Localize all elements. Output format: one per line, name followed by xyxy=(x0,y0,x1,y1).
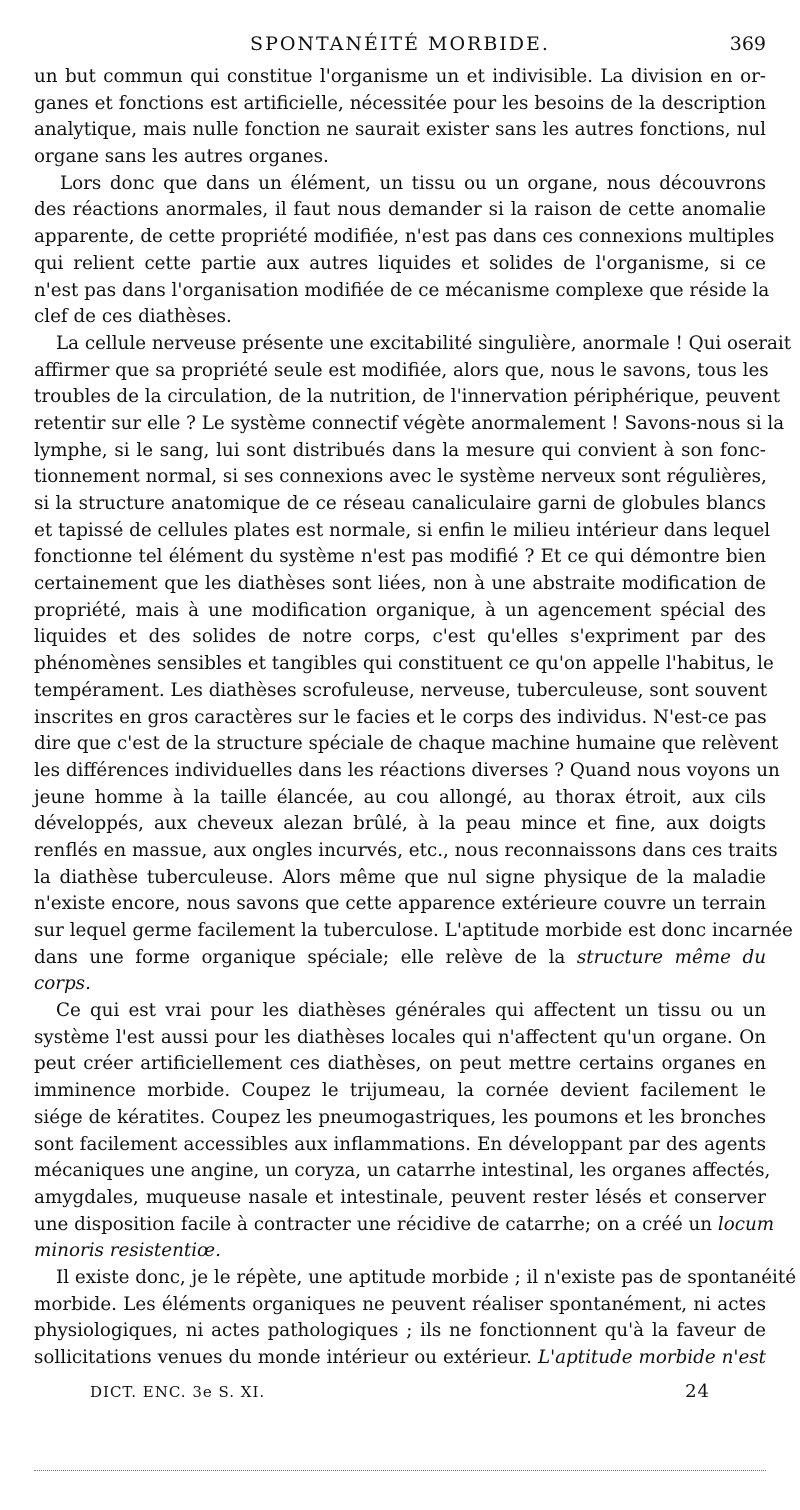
body-text xyxy=(34,64,797,1372)
text-line: troubles de la circulation, de la nutrition, de l'innervation périphérique, peuvent xyxy=(34,386,781,408)
text-line: n'existe encore, nous savons que cette apparence extérieure couvre un terrain xyxy=(34,893,766,915)
text-line: les différences individuelles dans les réactions diverses ? Quand nous voyons un xyxy=(34,759,780,781)
text-line: amygdales, muqueuse nasale et intestinale, peuvent rester lésés et conserver xyxy=(34,1186,766,1208)
text-line: inscrites en gros caractères sur le facies et le corps des individus. N'est-ce pas xyxy=(34,706,767,728)
dotted-rule xyxy=(34,1470,766,1473)
text-line: morbide. Les éléments organiques ne peuvent réaliser spontanément, ni actes xyxy=(34,1293,766,1315)
text-line: lymphe, si le sang, lui sont distribués dans la mesure qui convient à son fonc- xyxy=(34,439,766,461)
text-line: renflés en massue, aux ongles incurvés, etc., nous reconnaissons dans ces traits xyxy=(34,839,778,861)
text-line: siége de kératites. Coupez les pneumogastriques, les poumons et les bronches xyxy=(34,1106,766,1128)
text-line: phénomènes sensibles et tangibles qui constituent ce qu'on appelle l'habitus, le xyxy=(34,653,774,675)
text-line: système l'est aussi pour les diathèses locales qui n'affectent qu'un organe. On xyxy=(34,1026,766,1048)
text-line: physiologiques, ni actes pathologiques ; ils ne fonctionnent qu'à la faveur de xyxy=(34,1320,766,1342)
text-line: sur lequel germe facilement la tuberculose. L'aptitude morbide est donc incarnée xyxy=(34,920,793,941)
text-line: minoris resistentiœ. xyxy=(34,1240,221,1262)
text-line: un but commun qui constitue l'organisme un et indivisible. La division en or- xyxy=(34,66,766,87)
text-line: certainement que les diathèses sont liées, non à une abstraite modification de xyxy=(34,573,766,595)
text-line: corps. xyxy=(34,973,91,995)
text-line: imminence morbide. Coupez le trijumeau, la cornée devient facilement le xyxy=(34,1080,766,1102)
text-line: Ce qui est vrai pour les diathèses générales qui affectent un tissu ou un xyxy=(56,1000,766,1022)
text-line: tionnement normal, si ses connexions avec le système nerveux sont régulières, xyxy=(34,466,767,488)
text-line: une disposition facile à contracter une récidive de catarrhe; on a créé un locum xyxy=(34,1213,775,1235)
text-line: sollicitations venues du monde intérieur ou extérieur. L'aptitude morbide n'est xyxy=(34,1347,767,1368)
running-title: SPONTANÉITÉ MORBIDE. xyxy=(250,33,550,55)
text-line: la diathèse tuberculeuse. Alors même que nul signe physique de la maladie xyxy=(34,866,766,888)
text-line: n'est pas dans l'organisation modifiée de ce mécanisme complexe que réside la xyxy=(34,279,770,301)
text-line: et tapissé de cellules plates est normale, si enfin le milieu intérieur dans lequel xyxy=(34,519,771,541)
text-line: dans une forme organique spéciale; elle relève de la structure même du xyxy=(34,946,766,968)
text-line: qui relient cette partie aux autres liquides et solides de l'organisme, si ce xyxy=(34,252,766,274)
text-line: liquides et des solides de notre corps, c'est qu'elles s'expriment par des xyxy=(34,626,766,648)
text-line: apparente, de cette propriété modifiée, n'est pas dans ces connexions multiples xyxy=(34,226,775,248)
text-line: si la structure anatomique de ce réseau canaliculaire garni de globules blancs xyxy=(34,493,766,514)
text-line: tempérament. Les diathèses scrofuleuse, nerveuse, tuberculeuse, sont souvent xyxy=(34,679,768,701)
text-line: jeune homme à la taille élancée, au cou allongé, au thorax étroit, aux cils xyxy=(34,786,766,808)
text-line: des réactions anormales, il faut nous demander si la raison de cette anomalie xyxy=(34,199,766,221)
text-line: ganes et fonctions est artificielle, nécessitée pour les besoins de la description xyxy=(34,92,766,114)
text-line: Il existe donc, je le répète, une aptitude morbide ; il n'existe pas de spontanéité xyxy=(56,1266,797,1288)
text-line: clef de ces diathèses. xyxy=(34,306,232,328)
text-line: retentir sur elle ? Le système connectif végète anormalement ! Savons-nous si la xyxy=(34,412,785,434)
text-line: analytique, mais nulle fonction ne saurait exister sans les autres fonctions, nul xyxy=(34,119,766,141)
text-line: affirmer que sa propriété seule est modifiée, alors que, nous le savons, tous les xyxy=(34,359,769,381)
text-line: organe sans les autres organes. xyxy=(34,146,329,168)
text-line: dire que c'est de la structure spéciale de chaque machine humaine que relèvent xyxy=(34,733,779,755)
text-line: Lors donc que dans un élément, un tissu ou un organe, nous découvrons xyxy=(60,172,766,194)
text-line: sont facilement accessibles aux inflammations. En développant par des agents xyxy=(34,1133,766,1155)
footer-signature: DICT. ENC. 3e S. XI. xyxy=(90,1383,266,1401)
footer-sheet-number: 24 xyxy=(685,1381,710,1402)
text-line: propriété, mais à une modification organique, à un agencement spécial des xyxy=(34,599,766,621)
running-head xyxy=(34,32,766,56)
text-line: développés, aux cheveux alezan brûlé, à la peau mince et fine, aux doigts xyxy=(34,813,766,835)
text-line: peut créer artificiellement ces diathèses, on peut mettre certains organes en xyxy=(34,1053,766,1075)
text-line: La cellule nerveuse présente une excitabilité singulière, anormale ! Qui oserait xyxy=(56,332,792,354)
page-number: 369 xyxy=(729,33,766,55)
text-line: fonctionne tel élément du système n'est pas modifié ? Et ce qui démontre bien xyxy=(34,546,766,568)
page-footer xyxy=(90,1380,710,1404)
text-line: mécaniques une angine, un coryza, un catarrhe intestinal, les organes affectés, xyxy=(34,1160,771,1182)
